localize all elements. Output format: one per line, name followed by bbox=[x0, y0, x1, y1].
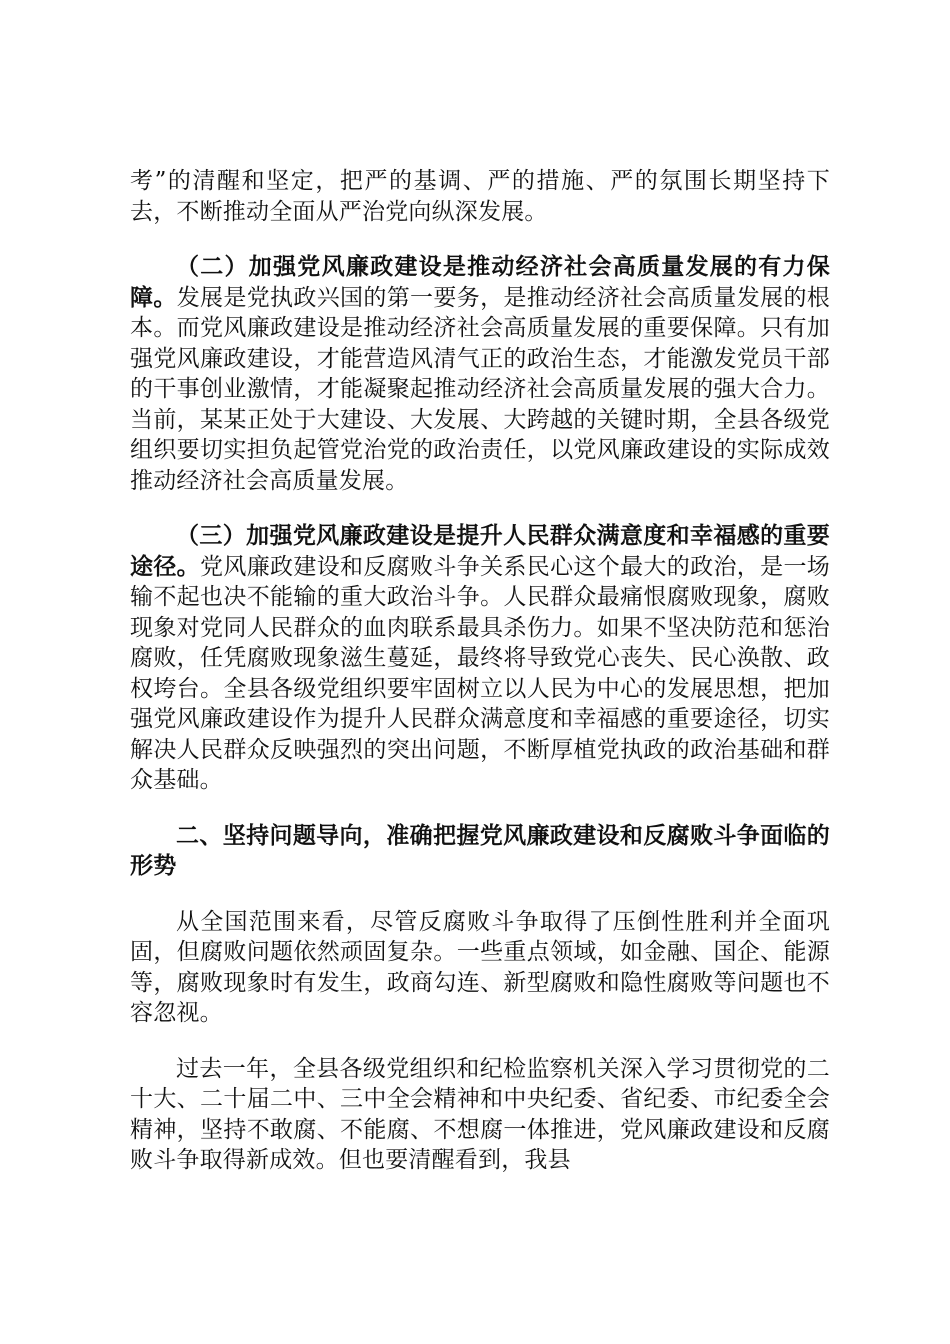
paragraph-text: 党风廉政建设和反腐败斗争关系民心这个最大的政治，是一场输不起也决不能输的重大政治斗争。人民群众最痛恨腐败现象，腐败现象对党同人民群众的血肉联系最具杀伤力。如果不坚决防范和惩治腐败，任凭腐败现象滋生蔓延，最终将导致党心丧失、民心涣散、政权垮台。全县各级党组织要牢固树立以人民为中心的发展思想，把加强党风廉政建设作为提升人民群众满意度和幸福感的重要途径，切实解决人民群众反映强烈的突出问题，不断厚植党执政的政治基础和群众基础。 bbox=[130, 553, 830, 793]
paragraph-text: 发展是党执政兴国的第一要务，是推动经济社会高质量发展的根本。而党风廉政建设是推动经济社会高质量发展的重要保障。只有加强党风廉政建设，才能营造风清气正的政治生态，才能激发党员干部的干事创业激情，才能凝聚起推动经济社会高质量发展的强大合力。当前，某某正处于大建设、大发展、大跨越的关键时期，全县各级党组织要切实担负起管党治党的政治责任，以党风廉政建设的实际成效推动经济社会高质量发展。 bbox=[130, 284, 830, 494]
paragraph-national-situation bbox=[130, 907, 830, 1029]
document-body bbox=[130, 166, 830, 1201]
chapter-heading: 二、坚持问题导向，准确把握党风廉政建设和反腐败斗争面临的形势 bbox=[130, 822, 830, 879]
section-lead-heading: （三）加强党风廉政建设是提升人民群众满意度和幸福感的重要途径。 bbox=[130, 523, 830, 580]
paragraph-continuation bbox=[130, 166, 830, 227]
paragraph-text: 从全国范围来看，尽管反腐败斗争取得了压倒性胜利并全面巩固，但腐败问题依然顽固复杂。一些重点领域，如金融、国企、能源等，腐败现象时有发生，政商勾连、新型腐败和隐性腐败等问题也不容忽视。 bbox=[130, 908, 830, 1026]
paragraph-text: 过去一年，全县各级党组织和纪检监察机关深入学习贯彻党的二十大、二十届二中、三中全会精神和中央纪委、省纪委、市纪委全会精神，坚持不敢腐、不能腐、不想腐一体推进，党风廉政建设和反腐败斗争取得新成效。但也要清醒看到，我县 bbox=[130, 1055, 830, 1173]
paragraph-past-year bbox=[130, 1054, 830, 1176]
paragraph-text: 考”的清醒和坚定，把严的基调、严的措施、严的氛围长期坚持下去，不断推动全面从严治党向纵深发展。 bbox=[130, 168, 830, 225]
paragraph-section-2 bbox=[130, 252, 830, 496]
paragraph-section-3 bbox=[130, 521, 830, 796]
section-lead-heading: （二）加强党风廉政建设是推动经济社会高质量发展的有力保障。 bbox=[130, 254, 830, 311]
